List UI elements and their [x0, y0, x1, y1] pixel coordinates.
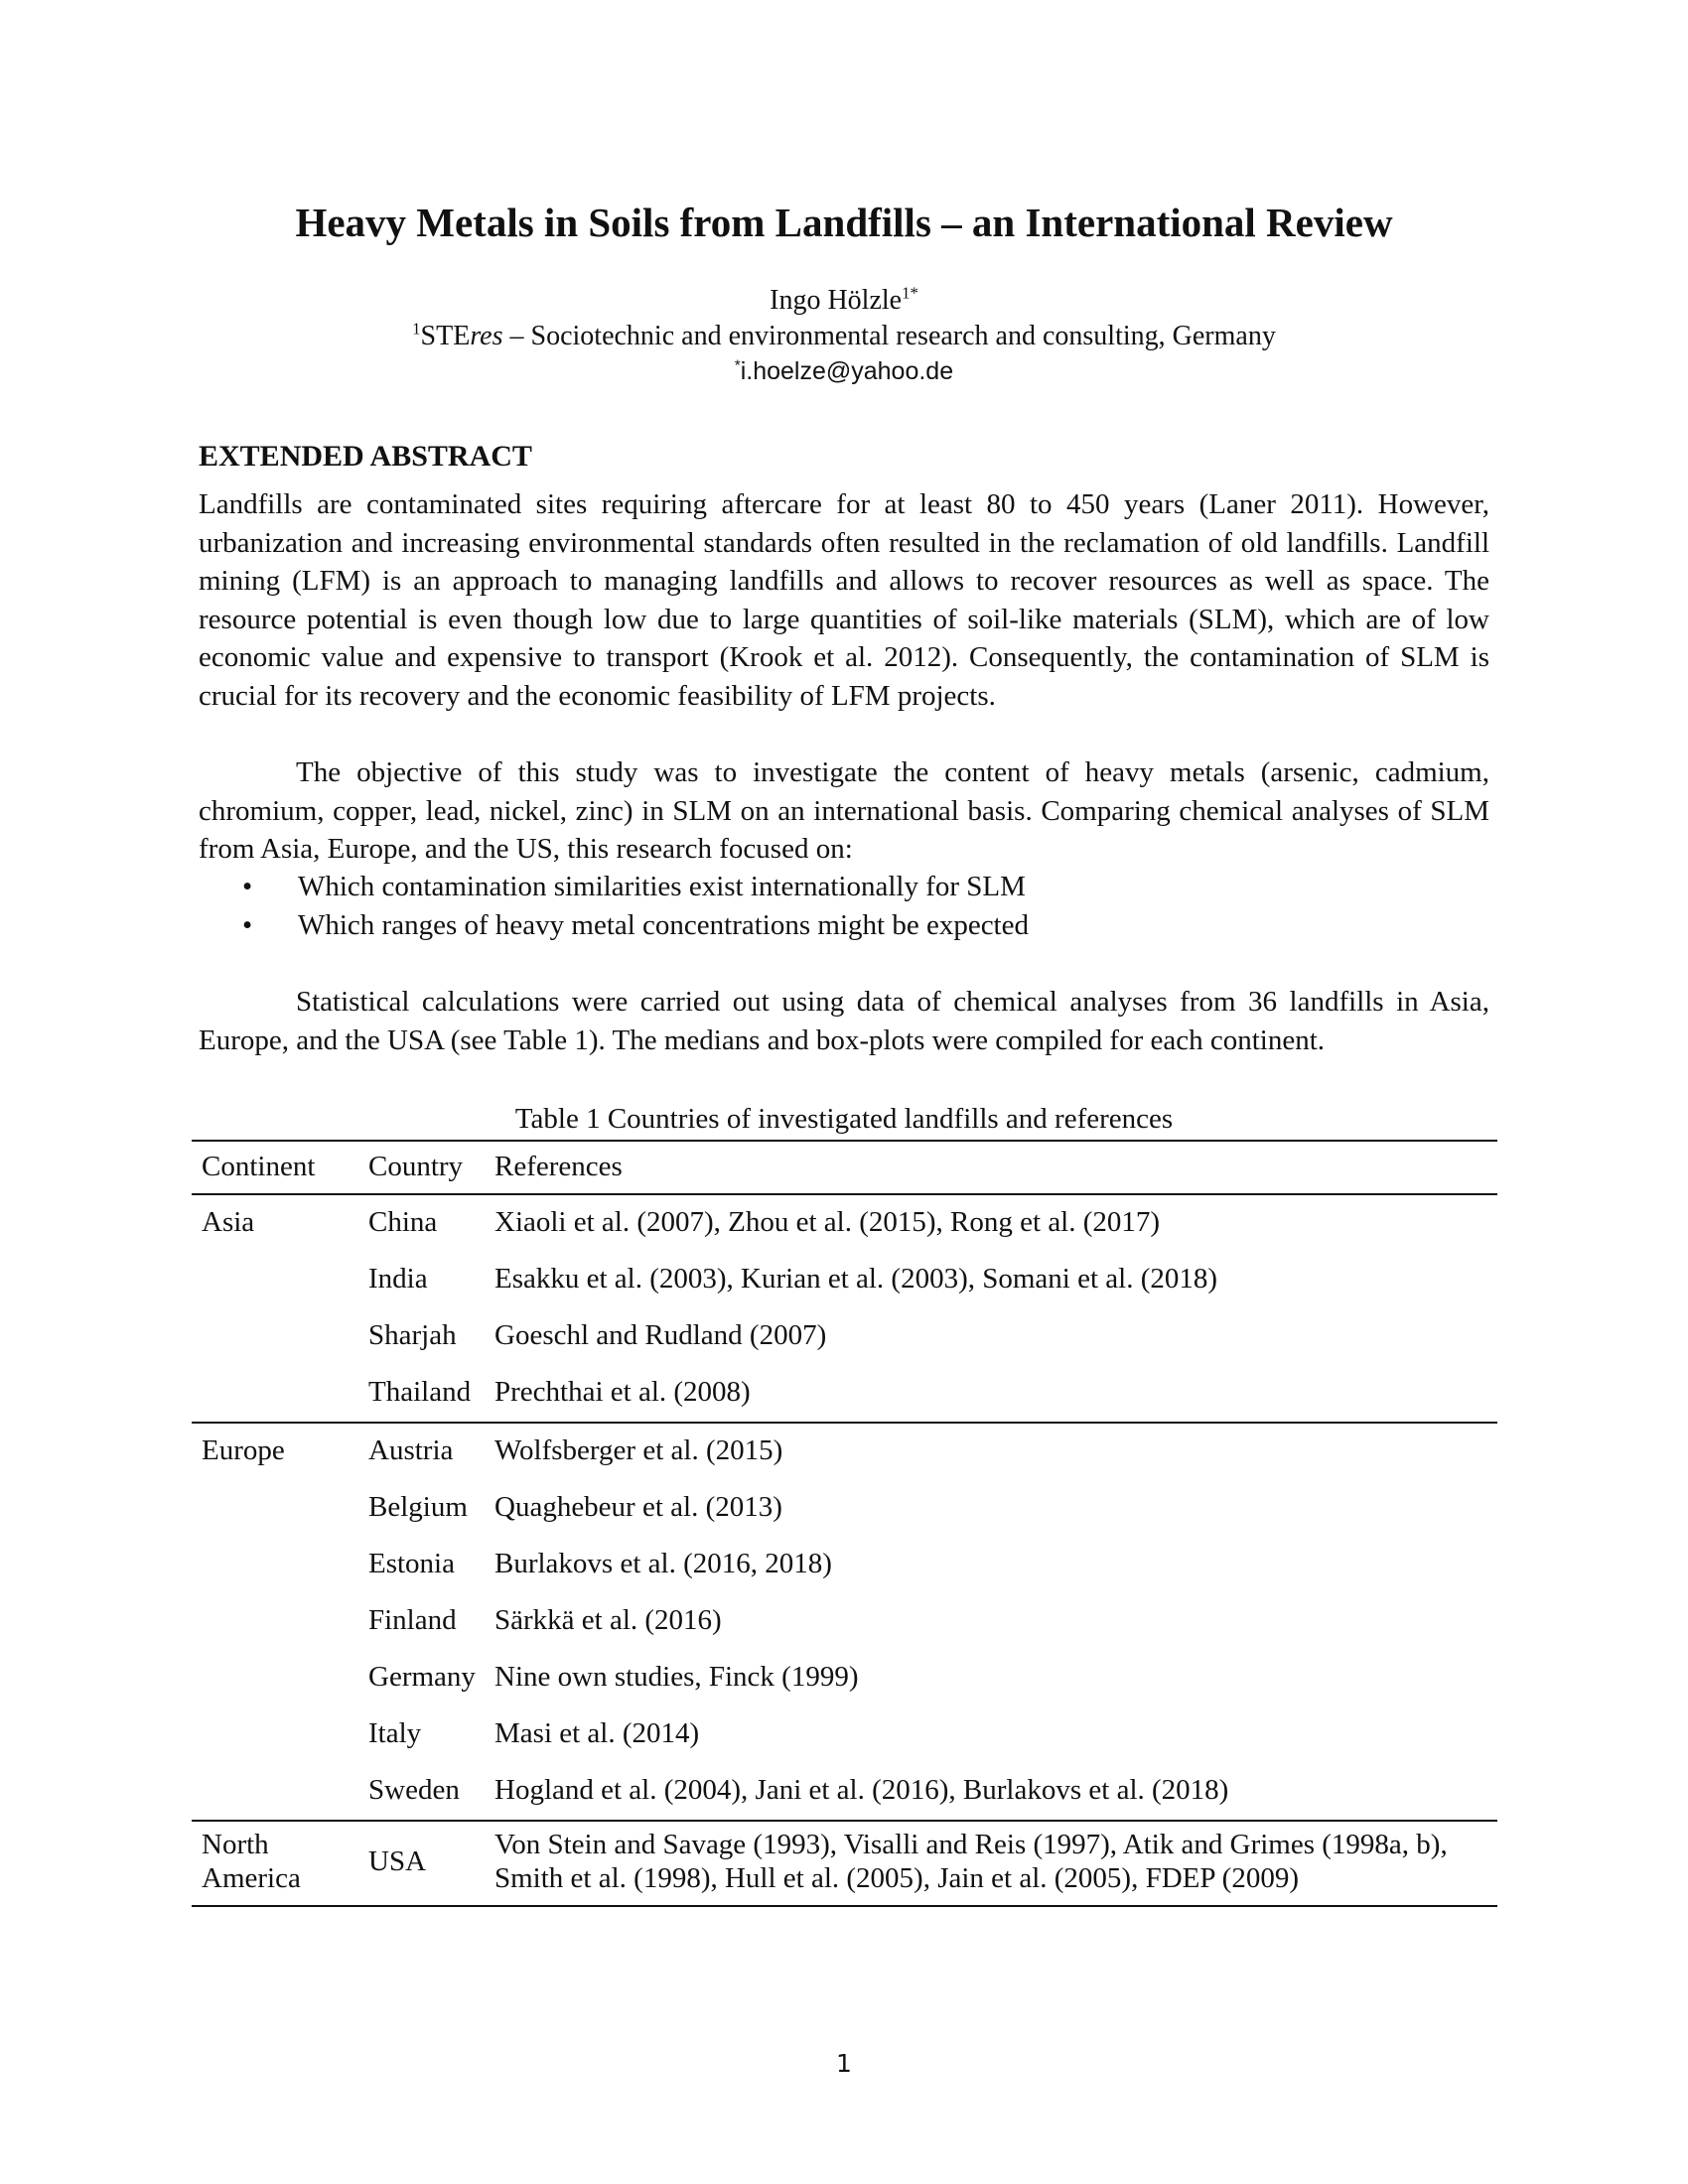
continent-cell	[192, 1308, 360, 1365]
list-item	[199, 868, 1489, 906]
references-cell: Esakku et al. (2003), Kurian et al. (2003), Somani et al. (2018)	[494, 1263, 1218, 1295]
references-cell: Särkkä et al. (2016)	[494, 1604, 722, 1636]
table-row	[192, 1194, 1497, 1252]
country-cell: USA	[360, 1821, 487, 1906]
column-header-references: References	[487, 1141, 1497, 1194]
country-cell: Estonia	[368, 1548, 455, 1579]
research-questions-list	[199, 868, 1489, 944]
continent-cell	[192, 1480, 360, 1537]
table-row	[192, 1537, 1497, 1593]
table-row	[192, 1650, 1497, 1706]
table-row	[192, 1593, 1497, 1650]
table-caption: Table 1 Countries of investigated landfills and references	[514, 1103, 1174, 1135]
continent-cell	[192, 1537, 360, 1593]
continent-cell	[192, 1593, 360, 1650]
country-cell: Germany	[368, 1661, 476, 1693]
list-item-text: Which contamination similarities exist internationally for SLM	[298, 871, 1026, 902]
section-heading: EXTENDED ABSTRACT	[199, 440, 532, 473]
country-cell: Belgium	[368, 1491, 468, 1523]
country-cell: Sweden	[360, 1763, 487, 1821]
references-cell: Hogland et al. (2004), Jani et al. (2016), Burlakovs et al. (2018)	[487, 1763, 1497, 1821]
country-cell: Sharjah	[368, 1319, 457, 1351]
country-cell: Thailand	[360, 1365, 487, 1423]
table-row	[192, 1365, 1497, 1423]
continent-cell	[192, 1252, 360, 1308]
references-cell: Quaghebeur et al. (2013)	[494, 1491, 782, 1523]
references-cell: Wolfsberger et al. (2015)	[494, 1434, 783, 1466]
continent-cell: Asia	[202, 1206, 255, 1238]
affiliation-org-prefix: STE	[420, 321, 471, 351]
abstract-paragraph-1: Landfills are contaminated sites requiring aftercare for at least 80 to 450 years (Laner 2011). However, urbanization and increasing environmental standards often resulted in the reclamation of old landfills. Landfill mining (LFM) is an approach to managing landfills and allows to recover resources as well as space. The resource potential is even though low due to large quantities of soil-like materials (SLM), which are of low economic value and expensive to transport (Krook et al. 2012). Consequently, the contamination of SLM is crucial for its recovery and the economic feasibility of LFM projects.	[199, 488, 1489, 712]
affiliation-org-suffix: res	[470, 321, 503, 351]
references-cell: Masi et al. (2014)	[494, 1717, 700, 1749]
column-header-country: Country	[360, 1141, 487, 1194]
table-row	[192, 1480, 1497, 1537]
author-line	[0, 284, 1688, 318]
landfill-references-table	[192, 1140, 1497, 1907]
page-number: 1	[836, 2049, 852, 2078]
table-row	[192, 1821, 1497, 1906]
abstract-paragraph-3: Statistical calculations were carried out using data of chemical analyses from 36 landfills in Asia, Europe, and the USA (see Table 1). The medians and box-plots were compiled for each continent.	[199, 986, 1489, 1056]
column-header-continent: Continent	[192, 1141, 360, 1194]
country-cell: India	[368, 1263, 428, 1295]
table-row	[192, 1706, 1497, 1763]
references-cell: Burlakovs et al. (2016, 2018)	[494, 1548, 832, 1579]
references-cell: Goeschl and Rudland (2007)	[494, 1319, 827, 1351]
continent-cell	[192, 1650, 360, 1706]
abstract-paragraph-2: The objective of this study was to investigate the content of heavy metals (arsenic, cadmium, chromium, copper, lead, nickel, zinc) in SLM on an international basis. Comparing chemical analyses of SLM from Asia, Europe, and the US, this research focused on:	[199, 756, 1489, 865]
author-affiliation-marker: 1*	[902, 283, 918, 303]
country-cell: Austria	[368, 1434, 454, 1466]
references-cell: Xiaoli et al. (2007), Zhou et al. (2015), Rong et al. (2017)	[494, 1206, 1161, 1238]
continent-cell: North America	[192, 1821, 360, 1906]
references-cell: Von Stein and Savage (1993), Visalli and Reis (1997), Atik and Grimes (1998a, b), Smith et al. (1998), Hull et al. (2005), Jain et al. (2005), FDEP (2009)	[487, 1821, 1497, 1906]
references-cell: Nine own studies, Finck (1999)	[494, 1661, 859, 1693]
paper-title: Heavy Metals in Soils from Landfills – an International Review	[295, 200, 1393, 245]
continent-cell	[192, 1706, 360, 1763]
author-email[interactable]: i.hoelze@yahoo.de	[740, 357, 954, 385]
country-cell: Italy	[368, 1717, 422, 1749]
bullet-icon: •	[242, 908, 253, 941]
table-header-row	[192, 1141, 1497, 1194]
list-item	[199, 906, 1489, 945]
continent-cell	[192, 1763, 360, 1821]
email-line	[0, 355, 1688, 387]
affiliation-text: – Sociotechnic and environmental research and consulting, Germany	[502, 321, 1276, 351]
references-cell: Prechthai et al. (2008)	[487, 1365, 1497, 1423]
country-cell: Finland	[368, 1604, 457, 1636]
continent-cell	[192, 1365, 360, 1423]
continent-cell: Europe	[202, 1434, 285, 1466]
affiliation-marker: 1	[412, 319, 421, 339]
country-cell: China	[368, 1206, 438, 1238]
table-row	[192, 1423, 1497, 1480]
table-row	[192, 1308, 1497, 1365]
bullet-icon: •	[242, 871, 253, 902]
list-item-text: Which ranges of heavy metal concentrations might be expected	[298, 908, 1029, 941]
affiliation-line	[0, 320, 1688, 353]
table-row	[192, 1763, 1497, 1821]
author-name: Ingo Hölzle	[770, 285, 903, 316]
email-marker: *	[734, 356, 741, 374]
table-row	[192, 1252, 1497, 1308]
